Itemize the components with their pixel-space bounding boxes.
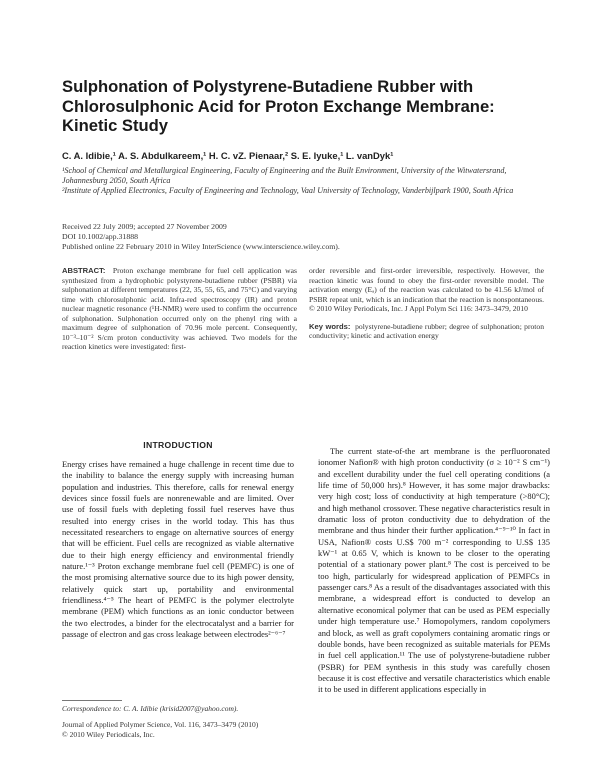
keywords-text: polystyrene-butadiene rubber; degree of sulphonation; proton conductivity; kinetic and activation energy	[309, 321, 544, 341]
article-title: Sulphonation of Polystyrene-Butadiene Rubber with Chlorosulphonic Acid for Proton Exchange Membrane: Kinetic Study	[62, 77, 495, 135]
affiliations	[62, 166, 542, 197]
journal-info	[62, 720, 322, 739]
abstract-left-column	[62, 266, 297, 352]
doi: DOI 10.1002/app.31888	[62, 232, 139, 242]
introduction-heading: INTRODUCTION	[143, 440, 213, 450]
abstract-paragraph	[62, 266, 297, 352]
affiliation-2: ²Institute of Applied Electronics, Faculty of Engineering and Technology, Vaal University of Technology, Vanderbijlpark 1900, South Africa	[62, 186, 514, 196]
received-date: Received 22 July 2009; accepted 27 November 2009	[62, 222, 227, 231]
introduction-right-column	[318, 446, 550, 696]
keywords-label: Key words:	[309, 321, 351, 331]
abstract-text-left: Proton exchange membrane for fuel cell application was synthesized from a hydrophobic polystyrene-butadiene rubber (PSBR) via sulphonation at different temperatures (22, 35, 55, 65, and 75°C) and varying time with chlorosulphonic acid. Infra-red spectroscopy (IR) and proton nuclear magnetic resonance (¹H-NMR) were used to confirm the occurrence of sulphonation. Sulphonation occurred only on the phenyl ring with a maximum degree of sulphonation of 70.96 mole percent. Consequently, 10⁻³–10⁻² S/cm proton conductivity was achieved. Two models for the reaction kinetics were investigated: first-	[62, 266, 297, 352]
author-list: C. A. Idibie,¹ A. S. Abdulkareem,¹ H. C. vZ. Pienaar,² S. E. Iyuke,¹ L. vanDyk¹	[62, 150, 394, 161]
published-online: Published online 22 February 2010 in Wiley InterScience (www.interscience.wiley.com).	[62, 242, 340, 252]
publication-dates	[62, 222, 542, 253]
abstract-label: ABSTRACT:	[62, 266, 106, 275]
introduction-left-column	[62, 459, 294, 641]
introduction-paragraph-1: Energy crises have remained a huge challenge in recent time due to the inability to balance the energy supply with increasing human population and industries. This therefore, calls for renewal energy devices since fossil fuels are nonrenewable and are limited. Over use of fossil fuels with depleting fossil fuel reserves have thus resulted into energy crises in the world today. This has thus necessitated researchers to engage on alternative sources of energy that will be efficient. Fuel cells are recognized as viable alternative due to their high energy efficiency and environmental friendly nature.¹⁻³ Proton exchange membrane fuel cell (PEMFC) is one of the most promising alternative source due to its high power density, relatively quick start up, portability and environmental friendliness.⁴⁻⁵ The heart of PEMFC is the polymer electrolyte membrane (PEM) which functions as an ionic conductor between the two electrodes, a binder for the electrocatalyst and a barrier for passage of electron and gas cross leakage between electrodes²⁻⁶⁻⁷	[62, 459, 294, 640]
keywords	[309, 322, 544, 341]
correspondence-text: Correspondence to: C. A. Idibie (krisid2007@yahoo.com).	[62, 704, 239, 713]
journal-citation: Journal of Applied Polymer Science, Vol. 116, 3473–3479 (2010)	[62, 720, 259, 729]
correspondence-note	[62, 704, 294, 714]
copyright-notice: © 2010 Wiley Periodicals, Inc.	[62, 729, 155, 739]
abstract-text-right: order reversible and first-order irreversible, respectively. However, the reaction kinetic was found to obey the first-order reversible model. The activation energy (Eₐ) of the reaction was calculated to be 41.56 kJ/mol of PSBR repeat unit, which is an indication that the reaction is nonspontaneous. © 2010 Wiley Periodicals, Inc. J Appl Polym Sci 116: 3473–3479, 2010	[309, 266, 544, 314]
abstract-right-column	[309, 266, 544, 341]
footnote-divider	[62, 700, 122, 701]
introduction-paragraph-2: The current state-of-the art membrane is the perfluoronated ionomer Nafion® with high proton conductivity (σ ≥ 10⁻² S cm⁻¹) and excellent durability under the fuel cell operating conditions (a life time of 50,000 hrs).⁸ However, it has some major drawbacks: very high cost; loss of conductivity at high temperature (>80°C); and high methanol crossover. These negative characteristics result in dramatic loss of proton conductivity due to dehydration of the membrane and thus hinder their further application.⁴⁻⁹⁻¹⁰ In fact in USA, Nafion® costs U.S$ 700 m⁻² corresponding to U.S$ 135 kW⁻¹ at 0.65 V, which is known to be closer to the operating potential of a stationary power plant.⁸ The cost is perceived to be too high, particularly for widespread application of PEMFCs in passenger cars.⁸ As a result of the disadvantages associated with this membrane, a widespread effort is conducted to develop an alternative economical polymer that can be used as PEM especially under high temperature use.⁷ Homopolymers, random copolymers and block, as well as graft copolymers containing aromatic rings or double bonds, have been recognized as suitable materials for PEMs in fuel cell application.¹¹ The use of polystyrene-butadiene rubber (PSBR) for PEM synthesis in this study was carefully chosen because it is cost effective and versatile characteristics which enable it to be used in different applications especially in	[318, 446, 550, 695]
affiliation-1: ¹School of Chemical and Metallurgical Engineering, Faculty of Engineering and the Built Environment, University of the Witwatersrand, Johannesburg 2050, South Africa	[62, 166, 507, 186]
